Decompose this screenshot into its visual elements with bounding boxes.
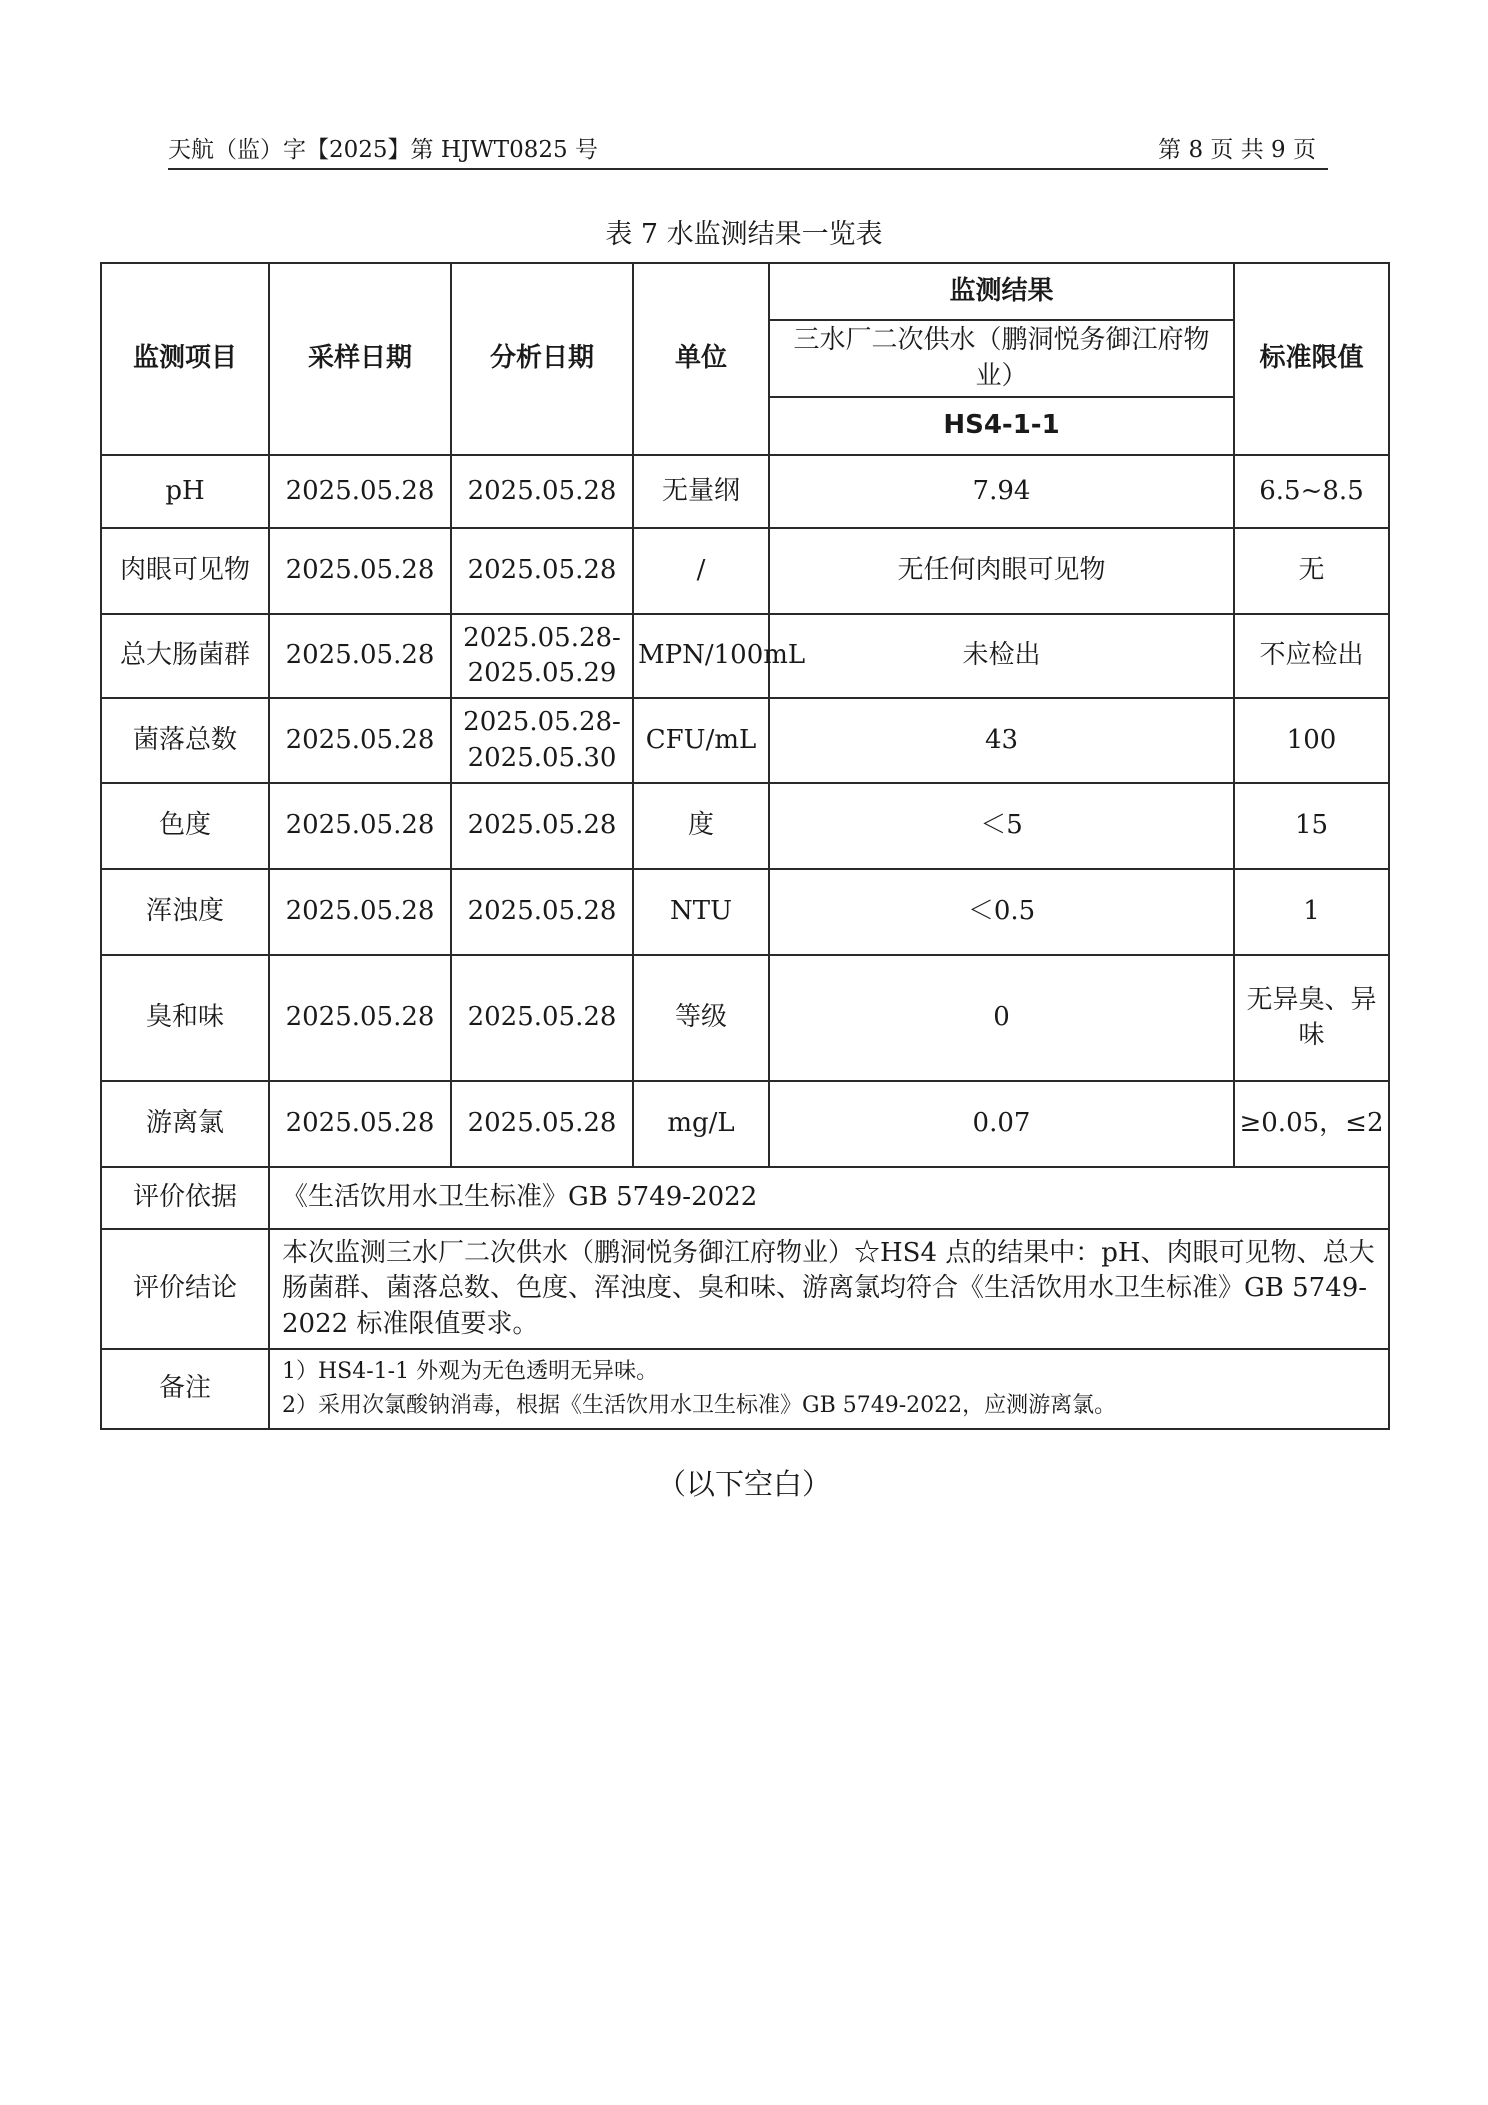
water-monitoring-results-table	[100, 262, 1390, 1430]
conclusion-label: 评价结论	[101, 1229, 269, 1349]
row-sample-date: 2025.05.28	[269, 614, 451, 698]
row-standard: 无	[1234, 528, 1389, 614]
row-standard: ≥0.05，≤2	[1234, 1081, 1389, 1167]
row-unit: 度	[633, 783, 769, 869]
row-result: 未检出	[769, 614, 1234, 698]
table-row	[101, 614, 1389, 698]
table-row	[101, 455, 1389, 528]
row-standard: 1	[1234, 869, 1389, 955]
basis-value: 《生活饮用水卫生标准》GB 5749-2022	[269, 1167, 1389, 1229]
row-analysis-date: 2025.05.28	[451, 955, 633, 1081]
row-unit: /	[633, 528, 769, 614]
header-location: 三水厂二次供水（鹏洞悦务御江府物业）	[769, 320, 1234, 397]
table-caption: 表 7 水监测结果一览表	[605, 219, 883, 250]
row-item: pH	[101, 455, 269, 528]
row-sample-date: 2025.05.28	[269, 1081, 451, 1167]
header-analysis-date: 分析日期	[451, 263, 633, 455]
row-result: 43	[769, 698, 1234, 783]
row-result: ＜0.5	[769, 869, 1234, 955]
row-result: ＜5	[769, 783, 1234, 869]
row-item: 臭和味	[101, 955, 269, 1081]
header-sample-date: 采样日期	[269, 263, 451, 455]
row-result: 0.07	[769, 1081, 1234, 1167]
header-unit: 单位	[633, 263, 769, 455]
header-point-code: HS4-1-1	[769, 397, 1234, 455]
row-analysis-date: 2025.05.28	[451, 528, 633, 614]
row-analysis-date: 2025.05.28	[451, 783, 633, 869]
remark-line: 1）HS4-1-1 外观为无色透明无异味。	[282, 1358, 659, 1384]
row-analysis-date: 2025.05.28	[451, 1081, 633, 1167]
page-number: 第 8 页 共 9 页	[1158, 137, 1316, 163]
row-analysis-date: 2025.05.28	[451, 869, 633, 955]
row-sample-date: 2025.05.28	[269, 528, 451, 614]
table-row	[101, 955, 1389, 1081]
row-item: 总大肠菌群	[101, 614, 269, 698]
header-result-group: 监测结果	[769, 263, 1234, 320]
row-unit: MPN/100mL	[633, 614, 769, 698]
row-item: 浑浊度	[101, 869, 269, 955]
row-analysis-date: 2025.05.28	[451, 455, 633, 528]
row-standard: 100	[1234, 698, 1389, 783]
remarks-value	[269, 1349, 1389, 1429]
basis-label: 评价依据	[101, 1167, 269, 1229]
row-result: 0	[769, 955, 1234, 1081]
row-unit: mg/L	[633, 1081, 769, 1167]
table-row	[101, 698, 1389, 783]
table-row	[101, 783, 1389, 869]
row-analysis-date: 2025.05.28-2025.05.30	[451, 698, 633, 783]
row-result: 无任何肉眼可见物	[769, 528, 1234, 614]
row-unit: CFU/mL	[633, 698, 769, 783]
row-result: 7.94	[769, 455, 1234, 528]
page-header	[168, 132, 1328, 170]
document-number: 天航（监）字【2025】第 HJWT0825 号	[168, 137, 598, 163]
row-sample-date: 2025.05.28	[269, 955, 451, 1081]
row-sample-date: 2025.05.28	[269, 698, 451, 783]
header-standard: 标准限值	[1234, 263, 1389, 455]
conclusion-value: 本次监测三水厂二次供水（鹏洞悦务御江府物业）☆HS4 点的结果中：pH、肉眼可见物、总大肠菌群、菌落总数、色度、浑浊度、臭和味、游离氯均符合《生活饮用水卫生标准》GB 5749-2022 标准限值要求。	[269, 1229, 1389, 1349]
header-item: 监测项目	[101, 263, 269, 455]
row-standard: 不应检出	[1234, 614, 1389, 698]
row-item: 菌落总数	[101, 698, 269, 783]
row-standard: 6.5~8.5	[1234, 455, 1389, 528]
row-standard: 15	[1234, 783, 1389, 869]
row-item: 游离氯	[101, 1081, 269, 1167]
remark-line: 2）采用次氯酸钠消毒，根据《生活饮用水卫生标准》GB 5749-2022，应测游离氯。	[282, 1393, 1117, 1418]
row-item: 肉眼可见物	[101, 528, 269, 614]
row-sample-date: 2025.05.28	[269, 455, 451, 528]
remarks-label: 备注	[101, 1349, 269, 1429]
blank-below-note: （以下空白）	[656, 1467, 831, 1501]
row-analysis-date: 2025.05.28-2025.05.29	[451, 614, 633, 698]
row-item: 色度	[101, 783, 269, 869]
row-sample-date: 2025.05.28	[269, 783, 451, 869]
row-unit: 无量纲	[633, 455, 769, 528]
table-row	[101, 1081, 1389, 1167]
row-standard: 无异臭、异味	[1234, 955, 1389, 1081]
row-sample-date: 2025.05.28	[269, 869, 451, 955]
table-row	[101, 869, 1389, 955]
table-row	[101, 528, 1389, 614]
row-unit: 等级	[633, 955, 769, 1081]
row-unit: NTU	[633, 869, 769, 955]
